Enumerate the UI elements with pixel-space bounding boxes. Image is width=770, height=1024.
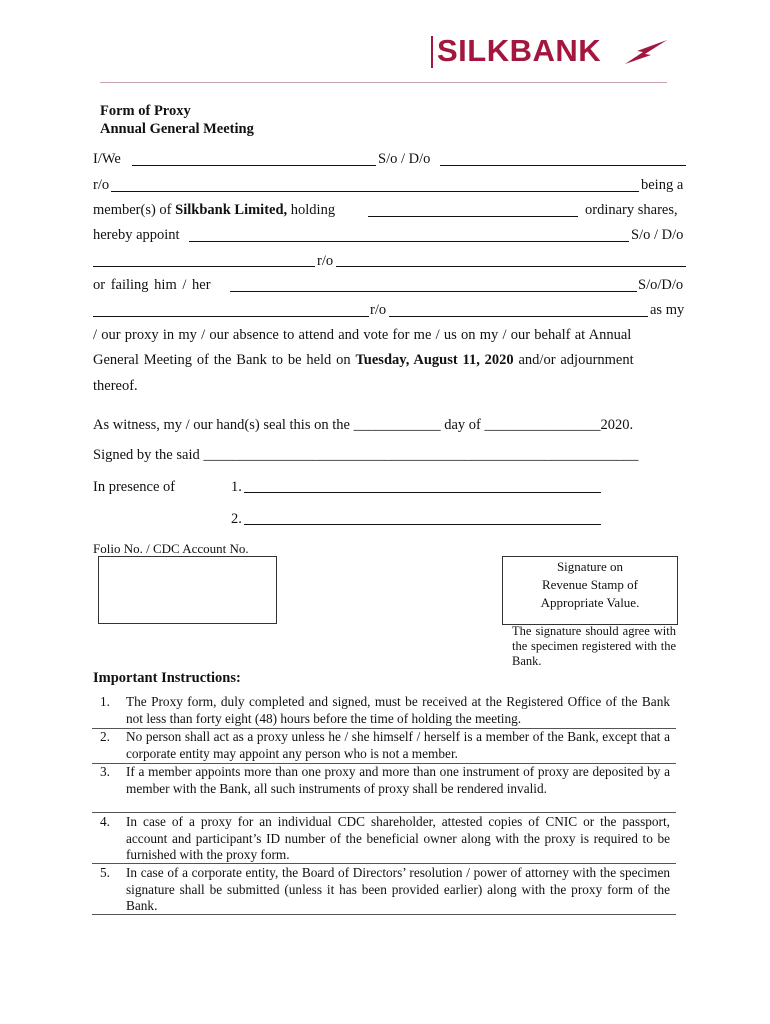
signed-by-line: Signed by the said ____________________________________________________________ <box>93 447 639 463</box>
instruction-number: 3. <box>100 764 110 779</box>
instruction-item <box>92 729 676 764</box>
signature-note: The signature should agree with the specimen registered with the Bank. <box>512 624 676 668</box>
instruction-number: 1. <box>100 694 110 709</box>
ro-label-3: r/o <box>370 302 387 318</box>
folio-label: Folio No. / CDC Account No. <box>93 541 249 556</box>
instruction-number: 2. <box>100 729 110 744</box>
instruction-item <box>92 764 676 813</box>
so-do-label-3: S/o/D/o <box>638 277 684 293</box>
instruction-text: The Proxy form, duly completed and signed, must be received at the Registered Office of the Bank not less than forty eight (48) hours before the time of holding the meeting. <box>126 694 670 726</box>
instruction-text: If a member appoints more than one proxy and more than one instrument of proxy are deposited by a member with the Bank, all such instruments of proxy shall be rendered invalid. <box>126 764 670 796</box>
members-of-text <box>93 202 335 219</box>
proxy-parent-field[interactable] <box>93 266 315 267</box>
instruction-item <box>92 694 676 729</box>
alternate-proxy-name-field[interactable] <box>230 291 637 292</box>
parent-name-field-1[interactable] <box>440 165 686 166</box>
being-a-text: being a <box>641 177 684 193</box>
witness-statement: As witness, my / our hand(s) seal this on the ____________ day of ________________2020. <box>93 417 634 433</box>
alternate-parent-field[interactable] <box>93 316 369 317</box>
revenue-stamp-box <box>502 556 678 625</box>
ordinary-shares-text: ordinary shares, <box>585 202 678 218</box>
instructions-heading: Important Instructions: <box>93 670 241 686</box>
stamp-line-1: Signature on <box>556 559 624 574</box>
logo-text: SILKBANK <box>437 33 602 68</box>
form-title: Form of Proxy <box>100 103 191 119</box>
meeting-text: General Meeting of the Bank to be held on <box>93 352 356 368</box>
adjournment-text: and/or adjournment <box>513 352 634 368</box>
form-subtitle: Annual General Meeting <box>100 121 254 137</box>
in-presence-of-label: In presence of <box>93 479 176 495</box>
proxy-paragraph-line3: thereof. <box>93 378 138 394</box>
instruction-item <box>92 865 676 915</box>
hereby-appoint-label: hereby appoint <box>93 227 180 243</box>
iwe-label: I/We <box>93 151 121 167</box>
alternate-address-field[interactable] <box>389 316 648 317</box>
witness-2-field[interactable] <box>244 524 601 525</box>
members-of-prefix: member(s) of <box>93 202 176 218</box>
silkbank-logo <box>431 34 669 68</box>
proxy-address-field[interactable] <box>336 266 686 267</box>
stamp-line-2: Revenue Stamp of <box>541 577 639 592</box>
address-field-1[interactable] <box>111 191 639 192</box>
so-do-label-2: S/o / D/o <box>631 227 684 243</box>
as-my-text: as my <box>650 302 685 318</box>
witness-2-number: 2. <box>231 511 242 527</box>
instruction-text: In case of a proxy for an individual CDC shareholder, attested copies of CNIC or the passport, account and participant’s ID number of the beneficial owner along with the proxy is required to be furnished with the proxy form. <box>126 814 670 862</box>
instruction-number: 5. <box>100 865 110 880</box>
instruction-text: No person shall act as a proxy unless he / she himself / herself is a member of the Bank, except that a corporate entity may appoint any person who is not a member. <box>126 729 670 761</box>
proxy-paragraph-line2 <box>93 352 634 369</box>
name-field[interactable] <box>132 165 376 166</box>
shares-count-field[interactable] <box>368 216 578 217</box>
instruction-number: 4. <box>100 814 110 829</box>
witness-1-field[interactable] <box>244 492 601 493</box>
or-failing-label: or failing him / her <box>93 277 211 293</box>
ro-label-2: r/o <box>317 253 334 269</box>
swoosh-arrow-icon <box>623 38 669 66</box>
logo-bar <box>431 36 433 68</box>
company-name: Silkbank Limited, <box>175 202 288 218</box>
witness-1-number: 1. <box>231 479 242 495</box>
proxy-paragraph-line1: / our proxy in my / our absence to attend and vote for me / us on my / our behalf at Annual <box>93 327 632 343</box>
stamp-line-3: Appropriate Value. <box>540 595 640 610</box>
proxy-name-field[interactable] <box>189 241 629 242</box>
instruction-text: In case of a corporate entity, the Board of Directors’ resolution / power of attorney with the specimen signature shall be submitted (unless it has been provided earlier) along with the proxy form of the Bank. <box>126 865 670 913</box>
ro-label-1: r/o <box>93 177 110 193</box>
holding-text: holding <box>287 202 336 218</box>
so-do-label-1: S/o / D/o <box>378 151 431 167</box>
folio-number-box[interactable] <box>98 556 277 624</box>
header-divider <box>100 82 667 83</box>
meeting-date: Tuesday, August 11, 2020 <box>355 352 514 368</box>
instruction-item <box>92 814 676 864</box>
